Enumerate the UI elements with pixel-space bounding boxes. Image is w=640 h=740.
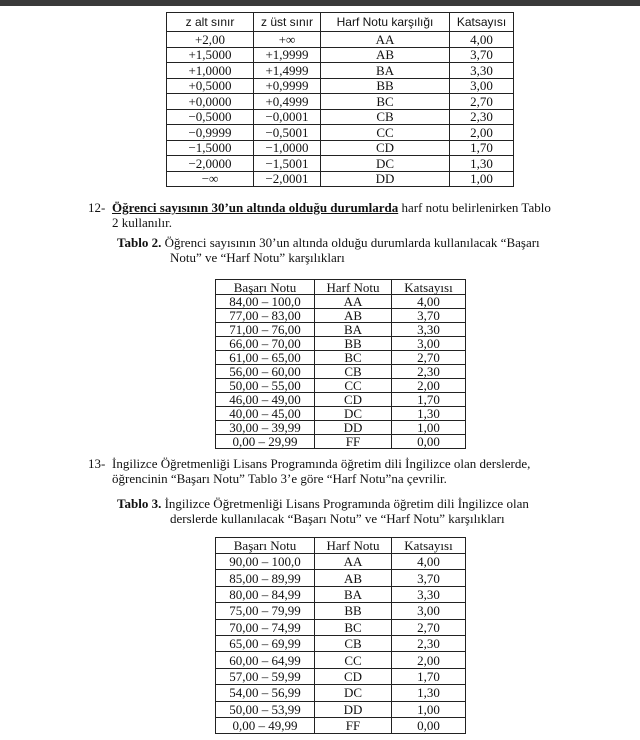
table-cell: 54,00 – 56,99 (216, 685, 315, 701)
column-header: Başarı Notu (216, 538, 315, 554)
table-cell: CB (315, 365, 392, 379)
table-cell: 1,00 (392, 421, 466, 435)
caption-text: derslerde kullanılacak “Başarı Notu” ve “Harf Notu” karşılıkları (170, 511, 505, 526)
column-header: Başarı Notu (216, 280, 315, 295)
table-row (167, 156, 514, 172)
table-cell: +1,4999 (254, 63, 321, 79)
item-number: 12- (88, 200, 106, 215)
item-number: 13- (88, 456, 106, 471)
table-cell: 2,70 (392, 351, 466, 365)
table-cell: 2,30 (392, 365, 466, 379)
table-row (167, 125, 514, 141)
z-score-grade-table (166, 12, 514, 187)
table-row (216, 379, 466, 393)
table-row (216, 652, 466, 668)
table-cell: BC (321, 94, 450, 110)
table-cell: 3,70 (392, 570, 466, 586)
window-top-bar (0, 0, 640, 6)
table-cell: 2,30 (450, 109, 514, 125)
table-cell: +2,00 (167, 32, 254, 48)
table-row (216, 393, 466, 407)
table-cell: BB (321, 78, 450, 94)
table-cell: 2,00 (392, 652, 466, 668)
table-cell: 30,00 – 39,99 (216, 421, 315, 435)
table-cell: 50,00 – 53,99 (216, 701, 315, 717)
table-header-row (216, 538, 466, 554)
table-row (216, 586, 466, 602)
table-cell: 3,70 (392, 309, 466, 323)
table-row (216, 619, 466, 635)
table-cell: DD (315, 421, 392, 435)
table-header-row (216, 280, 466, 295)
table-row (216, 435, 466, 449)
table-row (216, 351, 466, 365)
table-cell: +∞ (254, 32, 321, 48)
table-cell: DC (321, 156, 450, 172)
table-cell: −2,0000 (167, 156, 254, 172)
table-cell: +1,9999 (254, 47, 321, 63)
table-cell: CD (321, 140, 450, 156)
table-cell: 66,00 – 70,00 (216, 337, 315, 351)
table-cell: +1,5000 (167, 47, 254, 63)
paragraph-text: öğrencinin “Başarı Notu” Tablo 3’e göre “Harf Notu”na çevrilir. (112, 471, 447, 486)
table-cell: DC (315, 407, 392, 421)
column-header: Harf Notu (315, 538, 392, 554)
table-cell: 0,00 (392, 435, 466, 449)
table-3-caption (117, 496, 597, 526)
table-row (216, 337, 466, 351)
table-cell: 40,00 – 45,00 (216, 407, 315, 421)
paragraph-text: İngilizce Öğretmenliği Lisans Programında öğretim dili İngilizce olan derslerde, (112, 456, 531, 471)
table-row (216, 717, 466, 733)
table-2-caption (117, 235, 597, 265)
table-cell: FF (315, 717, 392, 733)
table-row (216, 554, 466, 570)
table-cell: +0,4999 (254, 94, 321, 110)
table-cell: BA (315, 586, 392, 602)
column-header: Harf Notu karşılığı (321, 13, 450, 32)
table-cell: 2,70 (392, 619, 466, 635)
table-cell: +1,0000 (167, 63, 254, 79)
table-cell: BB (315, 337, 392, 351)
table-row (216, 309, 466, 323)
table-cell: 3,30 (392, 586, 466, 602)
table-body (167, 32, 514, 187)
table-cell: BA (315, 323, 392, 337)
table-cell: AB (315, 570, 392, 586)
table-cell: 61,00 – 65,00 (216, 351, 315, 365)
table-cell: 1,30 (392, 685, 466, 701)
paragraph-text: harf notu belirlenirken Tablo (398, 200, 551, 215)
table-cell: BC (315, 351, 392, 365)
table-cell: −∞ (167, 171, 254, 187)
table-row (216, 365, 466, 379)
table-cell: 1,70 (392, 668, 466, 684)
table-cell: 85,00 – 89,99 (216, 570, 315, 586)
column-header: z üst sınır (254, 13, 321, 32)
table-cell: 71,00 – 76,00 (216, 323, 315, 337)
paragraph-13 (88, 456, 608, 486)
table-cell: 1,00 (450, 171, 514, 187)
table-row (167, 140, 514, 156)
table-body (216, 554, 466, 734)
table-row (167, 32, 514, 48)
table-cell: 75,00 – 79,99 (216, 603, 315, 619)
table-cell: 90,00 – 100,0 (216, 554, 315, 570)
table-cell: −0,9999 (167, 125, 254, 141)
table-row (216, 685, 466, 701)
table-cell: 2,70 (450, 94, 514, 110)
table-cell: 60,00 – 64,99 (216, 652, 315, 668)
caption-label: Tablo 2. (117, 235, 162, 250)
table-cell: AA (315, 295, 392, 309)
table-cell: 1,30 (450, 156, 514, 172)
table-cell: 84,00 – 100,0 (216, 295, 315, 309)
table-cell: 3,70 (450, 47, 514, 63)
table-cell: BC (315, 619, 392, 635)
table-cell: DC (315, 685, 392, 701)
table-cell: FF (315, 435, 392, 449)
table-cell: 0,00 (392, 717, 466, 733)
grade-table-2 (215, 279, 466, 449)
table-cell: 50,00 – 55,00 (216, 379, 315, 393)
column-header: Harf Notu (315, 280, 392, 295)
column-header: z alt sınır (167, 13, 254, 32)
table-cell: 3,30 (450, 63, 514, 79)
table-cell: 46,00 – 49,00 (216, 393, 315, 407)
column-header: Katsayısı (392, 538, 466, 554)
table-cell: −0,5001 (254, 125, 321, 141)
table-cell: CB (315, 635, 392, 651)
paragraph-text: 2 kullanılır. (112, 215, 172, 230)
table-cell: 3,00 (392, 603, 466, 619)
table-cell: AA (315, 554, 392, 570)
table-cell: 4,00 (450, 32, 514, 48)
table-cell: 2,00 (450, 125, 514, 141)
table-cell: 1,30 (392, 407, 466, 421)
table-row (167, 47, 514, 63)
table-cell: 2,30 (392, 635, 466, 651)
table-cell: −2,0001 (254, 171, 321, 187)
table-row (167, 94, 514, 110)
table-row (216, 603, 466, 619)
table-cell: −1,0000 (254, 140, 321, 156)
column-header: Katsayısı (450, 13, 514, 32)
table-cell: AB (315, 309, 392, 323)
table-row (216, 635, 466, 651)
table-row (216, 421, 466, 435)
table-row (216, 295, 466, 309)
caption-text: Öğrenci sayısının 30’un altında olduğu durumlarda kullanılacak “Başarı (161, 235, 540, 250)
table-cell: 57,00 – 59,99 (216, 668, 315, 684)
table-cell: 3,00 (392, 337, 466, 351)
table-cell: 3,00 (450, 78, 514, 94)
table-cell: CC (321, 125, 450, 141)
table-cell: CD (315, 393, 392, 407)
table-body (216, 295, 466, 449)
table-row (216, 570, 466, 586)
table-cell: 3,30 (392, 323, 466, 337)
caption-label: Tablo 3. (117, 496, 162, 511)
paragraph-12 (88, 200, 598, 230)
column-header: Katsayısı (392, 280, 466, 295)
table-cell: 4,00 (392, 295, 466, 309)
table-cell: DD (315, 701, 392, 717)
table-cell: 1,70 (450, 140, 514, 156)
table-row (216, 668, 466, 684)
table-row (216, 323, 466, 337)
table-cell: 2,00 (392, 379, 466, 393)
table-header-row (167, 13, 514, 32)
table-cell: BA (321, 63, 450, 79)
table-cell: AA (321, 32, 450, 48)
table-cell: 80,00 – 84,99 (216, 586, 315, 602)
table-cell: +0,5000 (167, 78, 254, 94)
table-cell: −0,5000 (167, 109, 254, 125)
table-cell: 56,00 – 60,00 (216, 365, 315, 379)
table-cell: −1,5000 (167, 140, 254, 156)
table-cell: 70,00 – 74,99 (216, 619, 315, 635)
table-row (167, 109, 514, 125)
table-cell: 1,70 (392, 393, 466, 407)
table-cell: 77,00 – 83,00 (216, 309, 315, 323)
table-row (216, 407, 466, 421)
table-cell: 0,00 – 29,99 (216, 435, 315, 449)
table-cell: +0,0000 (167, 94, 254, 110)
table-row (167, 63, 514, 79)
table-cell: +0,9999 (254, 78, 321, 94)
table-cell: −1,5001 (254, 156, 321, 172)
caption-text: Notu” ve “Harf Notu” karşılıkları (170, 250, 345, 265)
table-cell: CD (315, 668, 392, 684)
table-cell: AB (321, 47, 450, 63)
underlined-phrase: Öğrenci sayısının 30’un altında olduğu durumlarda (112, 200, 399, 215)
table-cell: CC (315, 379, 392, 393)
table-cell: 0,00 – 49,99 (216, 717, 315, 733)
table-cell: CB (321, 109, 450, 125)
caption-text: İngilizce Öğretmenliği Lisans Programında öğretim dili İngilizce olan (161, 496, 529, 511)
table-cell: CC (315, 652, 392, 668)
table-cell: BB (315, 603, 392, 619)
table-row (216, 701, 466, 717)
table-cell: 4,00 (392, 554, 466, 570)
grade-table-3 (215, 537, 466, 734)
table-cell: 65,00 – 69,99 (216, 635, 315, 651)
table-cell: −0,0001 (254, 109, 321, 125)
table-row (167, 171, 514, 187)
table-row (167, 78, 514, 94)
table-cell: DD (321, 171, 450, 187)
table-cell: 1,00 (392, 701, 466, 717)
